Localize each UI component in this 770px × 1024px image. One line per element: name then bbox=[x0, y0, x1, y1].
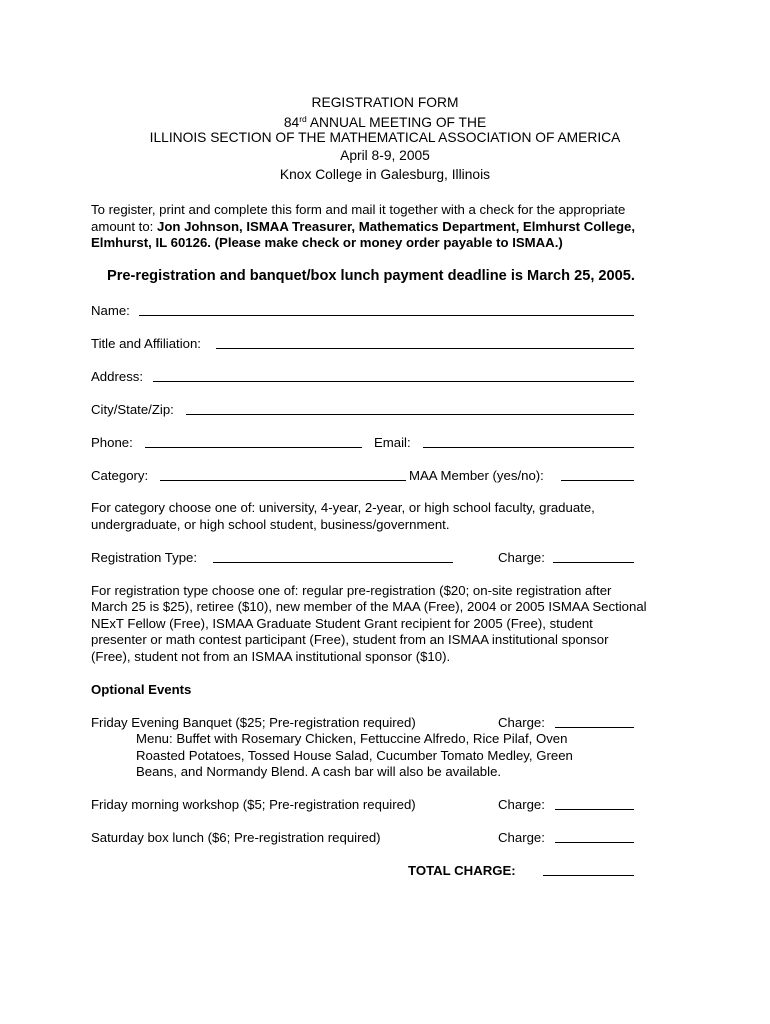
banquet-menu-line-3: Beans, and Normandy Blend. A cash bar will also be available. bbox=[136, 764, 502, 779]
meeting-ordinal-suffix: rd bbox=[299, 114, 307, 124]
email-field-line[interactable] bbox=[423, 447, 634, 448]
category-label: Category: bbox=[91, 468, 149, 483]
name-field-line[interactable] bbox=[139, 315, 634, 316]
box-lunch-charge-field-line[interactable] bbox=[555, 842, 634, 843]
deadline-notice: Pre-registration and banquet/box lunch payment deadline is March 25, 2005. bbox=[107, 268, 635, 284]
form-title: REGISTRATION FORM bbox=[311, 95, 459, 110]
phone-label: Phone: bbox=[91, 435, 133, 450]
box-lunch-charge-label: Charge: bbox=[498, 830, 545, 845]
intro-line-1: To register, print and complete this form and mail it together with a check for the appropriate bbox=[91, 202, 626, 217]
intro-line-2 bbox=[91, 219, 635, 236]
registration-note-line-4: presenter or math contest participant (Free), student from an ISMAA institutional sponsor bbox=[91, 632, 609, 647]
box-lunch-label: Saturday box lunch ($6; Pre-registration required) bbox=[91, 830, 381, 845]
registration-type-label: Registration Type: bbox=[91, 550, 198, 565]
banquet-menu-line-2: Roasted Potatoes, Tossed House Salad, Cucumber Tomato Medley, Green bbox=[136, 748, 573, 763]
registration-note-line-1: For registration type choose one of: regular pre-registration ($20; on-site registration after bbox=[91, 583, 612, 598]
address-label: Address: bbox=[91, 369, 144, 384]
name-label: Name: bbox=[91, 303, 130, 318]
banquet-menu-line-1: Menu: Buffet with Rosemary Chicken, Fettuccine Alfredo, Rice Pilaf, Oven bbox=[136, 731, 568, 746]
total-charge-label: TOTAL CHARGE: bbox=[408, 863, 516, 878]
meeting-line bbox=[0, 111, 770, 131]
intro-line-3: Elmhurst, IL 60126. (Please make check or money order payable to ISMAA.) bbox=[91, 235, 563, 250]
registration-charge-field-line[interactable] bbox=[553, 562, 634, 563]
workshop-label: Friday morning workshop ($5; Pre-registration required) bbox=[91, 797, 416, 812]
organization-name: ILLINOIS SECTION OF THE MATHEMATICAL ASSOCIATION OF AMERICA bbox=[149, 130, 621, 145]
total-charge-field-line[interactable] bbox=[543, 875, 634, 876]
title-affiliation-field-line[interactable] bbox=[216, 348, 634, 349]
mailing-address-bold: Jon Johnson, ISMAA Treasurer, Mathematics Department, Elmhurst College, bbox=[156, 219, 636, 234]
registration-note-line-2: March 25 is $25), retiree ($10), new member of the MAA (Free), 2004 or 2005 ISMAA Sectional bbox=[91, 599, 647, 614]
city-state-zip-field-line[interactable] bbox=[186, 414, 634, 415]
category-field-line[interactable] bbox=[160, 480, 406, 481]
meeting-ordinal: 84 bbox=[283, 115, 300, 130]
meeting-dates: April 8-9, 2005 bbox=[340, 148, 430, 163]
meeting-location: Knox College in Galesburg, Illinois bbox=[279, 167, 491, 182]
banquet-charge-label: Charge: bbox=[498, 715, 545, 730]
title-affiliation-label: Title and Affiliation: bbox=[91, 336, 201, 351]
category-note-line-2: undergraduate, or high school student, business/government. bbox=[91, 517, 450, 532]
intro-prefix: amount to: bbox=[91, 219, 157, 234]
workshop-charge-label: Charge: bbox=[498, 797, 545, 812]
phone-field-line[interactable] bbox=[145, 447, 362, 448]
maa-member-label: MAA Member (yes/no): bbox=[409, 468, 544, 483]
registration-note-line-3: NExT Fellow (Free), ISMAA Graduate Student Grant recipient for 2005 (Free), student bbox=[91, 616, 593, 631]
city-state-zip-label: City/State/Zip: bbox=[91, 402, 174, 417]
workshop-charge-field-line[interactable] bbox=[555, 809, 634, 810]
banquet-label: Friday Evening Banquet ($25; Pre-registration required) bbox=[91, 715, 416, 730]
category-note-line-1: For category choose one of: university, 4-year, 2-year, or high school faculty, graduate, bbox=[91, 500, 595, 515]
address-field-line[interactable] bbox=[153, 381, 634, 382]
registration-type-field-line[interactable] bbox=[213, 562, 453, 563]
email-label: Email: bbox=[374, 435, 411, 450]
registration-charge-label: Charge: bbox=[498, 550, 545, 565]
banquet-charge-field-line[interactable] bbox=[555, 727, 634, 728]
meeting-rest: ANNUAL MEETING OF THE bbox=[306, 115, 487, 130]
maa-member-field-line[interactable] bbox=[561, 480, 634, 481]
registration-note-line-5: (Free), student not from an ISMAA institutional sponsor ($10). bbox=[91, 649, 451, 664]
optional-events-heading: Optional Events bbox=[91, 682, 192, 697]
